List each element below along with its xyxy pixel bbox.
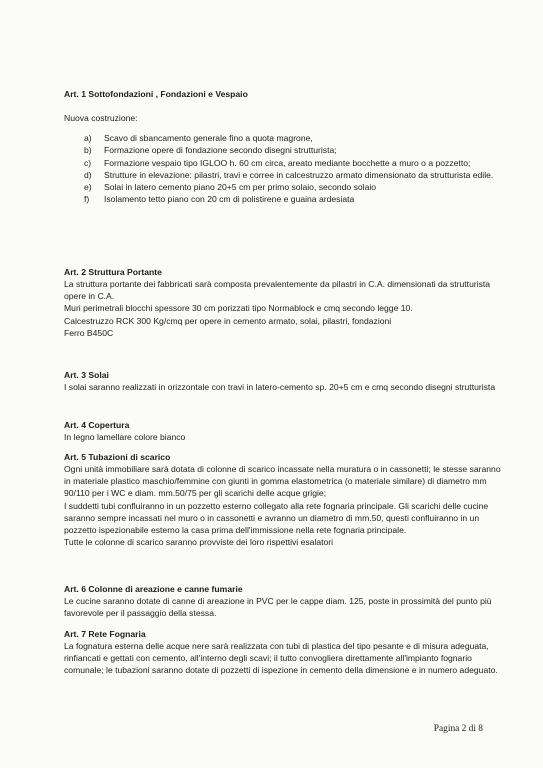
- art2-line: La struttura portante dei fabbricati sarà composta prevalentemente da pilastri in C.A. dimensionati da strutturista opere in C.A.: [64, 279, 491, 302]
- section-art7: [64, 628, 504, 677]
- list-item: b) Formazione opere di fondazione secondo disegni strutturista;: [84, 145, 337, 156]
- art5-paragraph: Ogni unità immobiliare sarà dotata di colonne di scarico incassate nella muratura o in cassonetti; le stesse saranno in materiale plastico maschio/femmine con giunti in gomma elastometrica (o materiale similare) di diametro mm 90/110 per i WC e diam. mm.50/75 per gli scarichi delle acque grigie;: [64, 464, 501, 499]
- list-item: e) Solai in latero cemento piano 20+5 cm per primo solaio, secondo solaio: [84, 182, 377, 193]
- art1-subtitle: Nuova costruzione:: [64, 113, 138, 123]
- art1-list: [84, 132, 504, 205]
- list-item: f) Isolamento tetto piano con 20 cm di polistirene e guaina ardesiata: [84, 194, 355, 205]
- section-art4: [64, 419, 504, 443]
- art2-line: Calcestruzzo RCK 300 Kg/cmq per opere in cemento armato, solai, pilastri, fondazioni: [64, 315, 392, 326]
- art3-title: Art. 3 Solai: [64, 370, 109, 380]
- art2-title: Art. 2 Struttura Portante: [64, 267, 162, 277]
- art5-paragraph: I suddetti tubi confluiranno in un pozzetto esterno collegato alla rete fognaria principale. Gli scarichi delle cucine saranno sempre incassati nel muro o in cassonetti e avranno un diametro di mm.50, questi confluiranno in un pozzetto ispezionabile esterno la casa prima dell'immissione nella rete fognaria principale.: [64, 500, 489, 536]
- section-art2: [64, 266, 504, 339]
- art5-paragraph: Tutte le colonne di scarico saranno provviste dei loro rispettivi esalatori: [64, 537, 334, 548]
- page-number: Pagina 2 di 8: [433, 724, 483, 734]
- art7-title: Art. 7 Rete Fognaria: [64, 629, 146, 639]
- list-item: d) Strutture in elevazione: pilastri, travi e corree in calcestruzzo armato dimensionato da strutturista edile.: [84, 169, 494, 180]
- art5-title: Art. 5 Tubazioni di scarico: [64, 452, 171, 462]
- list-item: a) Scavo di sbancamento generale fino a quota magrone,: [84, 133, 313, 144]
- section-art5: [64, 451, 504, 548]
- art2-line: Muri perimetrali blocchi spessore 30 cm porizzati tipo Normablock e cmq secondo legge 10.: [64, 303, 413, 314]
- art4-title: Art. 4 Copertura: [64, 420, 130, 430]
- art6-text: Le cucine saranno dotate di canne di areazione in PVC per le cappe diam. 125, poste in prossimità del punto più favorevole per il passaggio della stessa.: [64, 596, 492, 619]
- section-art6: [64, 583, 504, 619]
- art4-text: In legno lamellare colore bianco: [64, 432, 186, 442]
- art6-title: Art. 6 Colonne di areazione e canne fumarie: [64, 584, 243, 594]
- art1-title: Art. 1 Sottofondazioni , Fondazioni e Vespaio: [64, 89, 248, 99]
- section-art3: [64, 369, 504, 393]
- list-item: c) Formazione vespaio tipo IGLOO h. 60 cm circa, areato mediante bocchette a muro o a pozzetto;: [84, 157, 471, 168]
- art2-line: Ferro B450C: [64, 327, 114, 338]
- art3-text: I solai saranno realizzati in orizzontale con travi in latero-cemento sp. 20+5 cm e cmq secondo disegni strutturista: [64, 382, 496, 392]
- art7-text: La fognatura esterna delle acque nere sarà realizzata con tubi di plastica del tipo pesante e di misura adeguata, rinfiancati e gettati con cemento, all'interno degli scavi; il tutto convogliera direttamente all'impianto fognario comunale; le tubazioni saranno dotate di pozzetti di ispezione in cemento della dimensione e in numero adeguato.: [64, 641, 498, 676]
- section-art1: [64, 88, 504, 205]
